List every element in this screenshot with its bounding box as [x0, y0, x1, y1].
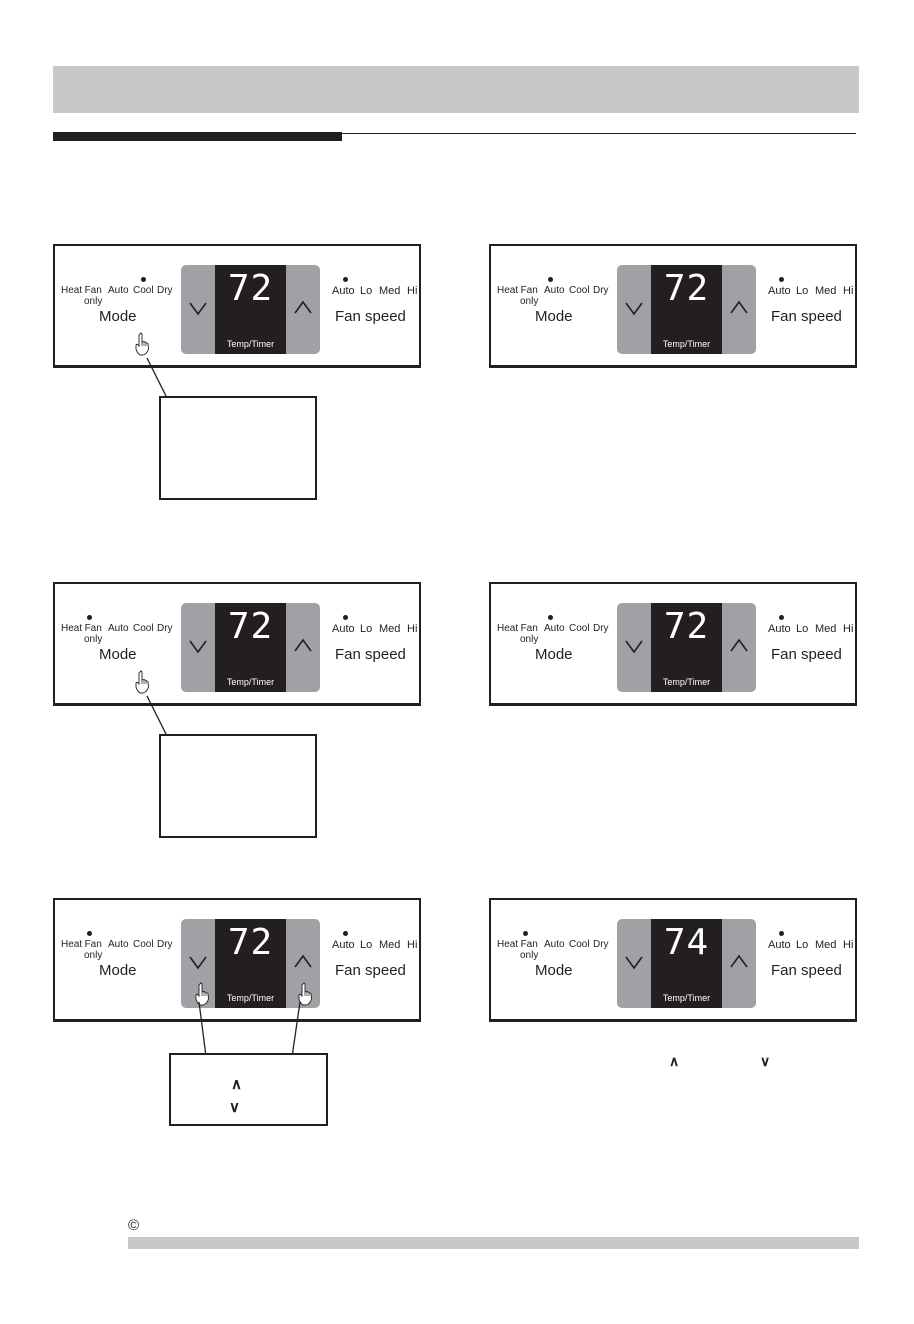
mode-cool-label: Cool — [569, 623, 590, 634]
mode-button[interactable]: Mode — [535, 308, 573, 325]
mode-dry-label: Dry — [593, 623, 609, 634]
fan-hi-label: Hi — [407, 939, 418, 951]
temp-timer-label: Temp/Timer — [662, 677, 711, 687]
temp-display — [651, 919, 722, 1008]
fan-lo-label: Lo — [796, 623, 809, 635]
mode-dry-label: Dry — [593, 285, 609, 296]
control-panel-1 — [53, 244, 421, 368]
fan-lo-label: Lo — [796, 939, 809, 951]
fan-lo-label: Lo — [360, 939, 373, 951]
callout-box-temp — [169, 1053, 328, 1126]
fan-auto-label: Auto — [768, 939, 791, 951]
callout-up-arrow-icon: ∧ — [231, 1076, 242, 1093]
mode-indicator-dot — [87, 615, 92, 620]
up-chevron-button[interactable] — [730, 953, 748, 971]
mode-heat-label: Heat — [61, 623, 83, 634]
fan-med-label: Med — [815, 623, 837, 635]
down-chevron-button[interactable] — [625, 299, 643, 317]
fan-indicator-dot — [343, 615, 348, 620]
mode-button[interactable]: Mode — [99, 962, 137, 979]
mode-cool-label: Cool — [133, 939, 154, 950]
fan-speed-button[interactable]: Fan speed — [335, 646, 406, 663]
mode-fan-only-label: Fan only — [520, 285, 539, 307]
temp-timer-control — [617, 919, 756, 1008]
mode-indicator-dot — [141, 277, 146, 282]
callout-down-arrow-icon: ∨ — [229, 1099, 240, 1116]
note-down-arrow-icon: ∨ — [760, 1053, 771, 1069]
temp-display — [215, 265, 286, 354]
mode-indicator-dot — [87, 931, 92, 936]
header-bar — [53, 66, 859, 113]
mode-auto-label: Auto — [544, 939, 565, 950]
mode-heat-label: Heat — [497, 623, 519, 634]
mode-cool-label: Cool — [133, 285, 154, 296]
temp-timer-label: Temp/Timer — [226, 677, 275, 687]
fan-indicator-dot — [779, 931, 784, 936]
temp-timer-control — [181, 265, 320, 354]
mode-auto-label: Auto — [108, 623, 129, 634]
temp-value: 72 — [227, 268, 274, 309]
mode-button[interactable]: Mode — [99, 646, 137, 663]
temp-display — [651, 603, 722, 692]
control-panel-2 — [489, 244, 857, 368]
fan-hi-label: Hi — [843, 285, 854, 297]
callout-box-mode-2 — [159, 734, 317, 838]
fan-med-label: Med — [379, 623, 401, 635]
mode-fan-only-label: Fan only — [520, 939, 539, 961]
temp-value: 74 — [663, 922, 710, 963]
fan-med-label: Med — [379, 285, 401, 297]
temp-timer-control — [181, 603, 320, 692]
mode-button[interactable]: Mode — [99, 308, 137, 325]
mode-heat-label: Heat — [497, 939, 519, 950]
fan-hi-label: Hi — [407, 285, 418, 297]
temp-timer-label: Temp/Timer — [662, 339, 711, 349]
mode-fan-only-label: Fan only — [520, 623, 539, 645]
mode-heat-label: Heat — [497, 285, 519, 296]
temp-value: 72 — [227, 922, 274, 963]
fan-indicator-dot — [343, 277, 348, 282]
fan-indicator-dot — [343, 931, 348, 936]
up-chevron-button[interactable] — [730, 637, 748, 655]
copyright-symbol: © — [128, 1217, 140, 1234]
fan-hi-label: Hi — [407, 623, 418, 635]
fan-lo-label: Lo — [796, 285, 809, 297]
control-panel-6 — [489, 898, 857, 1022]
fan-med-label: Med — [815, 939, 837, 951]
fan-lo-label: Lo — [360, 623, 373, 635]
fan-speed-button[interactable]: Fan speed — [771, 962, 842, 979]
down-chevron-button[interactable] — [189, 637, 207, 655]
temp-value: 72 — [663, 606, 710, 647]
mode-fan-only-label: Fan only — [84, 939, 103, 961]
temp-timer-label: Temp/Timer — [662, 993, 711, 1003]
fan-auto-label: Auto — [332, 939, 355, 951]
mode-indicator-dot — [523, 931, 528, 936]
temp-timer-label: Temp/Timer — [226, 993, 275, 1003]
fan-speed-button[interactable]: Fan speed — [771, 646, 842, 663]
temp-timer-label: Temp/Timer — [226, 339, 275, 349]
up-chevron-button[interactable] — [294, 953, 312, 971]
mode-dry-label: Dry — [157, 623, 173, 634]
mode-cool-label: Cool — [569, 939, 590, 950]
fan-hi-label: Hi — [843, 623, 854, 635]
temp-timer-control — [617, 603, 756, 692]
temp-display — [215, 603, 286, 692]
note-up-arrow-icon: ∧ — [669, 1053, 680, 1069]
fan-med-label: Med — [379, 939, 401, 951]
mode-dry-label: Dry — [593, 939, 609, 950]
temp-value: 72 — [227, 606, 274, 647]
mode-auto-label: Auto — [108, 939, 129, 950]
mode-fan-only-label: Fan only — [84, 623, 103, 645]
fan-hi-label: Hi — [843, 939, 854, 951]
mode-cool-label: Cool — [569, 285, 590, 296]
fan-indicator-dot — [779, 615, 784, 620]
mode-auto-label: Auto — [108, 285, 129, 296]
mode-dry-label: Dry — [157, 285, 173, 296]
pointing-hand-icon — [297, 982, 313, 1011]
mode-dry-label: Dry — [157, 939, 173, 950]
down-chevron-button[interactable] — [625, 953, 643, 971]
up-chevron-button[interactable] — [294, 637, 312, 655]
section-rule-thick — [53, 132, 342, 141]
fan-speed-button[interactable]: Fan speed — [335, 962, 406, 979]
mode-indicator-dot — [548, 615, 553, 620]
control-panel-5 — [53, 898, 421, 1022]
footer-bar — [128, 1237, 859, 1249]
temp-display — [651, 265, 722, 354]
temp-display — [215, 919, 286, 1008]
fan-indicator-dot — [779, 277, 784, 282]
up-chevron-button[interactable] — [294, 299, 312, 317]
mode-cool-label: Cool — [133, 623, 154, 634]
fan-auto-label: Auto — [332, 623, 355, 635]
fan-auto-label: Auto — [768, 623, 791, 635]
temp-timer-control — [617, 265, 756, 354]
fan-speed-button[interactable]: Fan speed — [771, 308, 842, 325]
mode-heat-label: Heat — [61, 285, 83, 296]
fan-lo-label: Lo — [360, 285, 373, 297]
mode-button[interactable]: Mode — [535, 962, 573, 979]
fan-med-label: Med — [815, 285, 837, 297]
down-chevron-button[interactable] — [189, 953, 207, 971]
down-chevron-button[interactable] — [625, 637, 643, 655]
temp-value: 72 — [663, 268, 710, 309]
control-panel-3 — [53, 582, 421, 706]
control-panel-4 — [489, 582, 857, 706]
fan-speed-button[interactable]: Fan speed — [335, 308, 406, 325]
pointing-hand-icon — [134, 670, 150, 699]
pointing-hand-icon — [134, 332, 150, 361]
section-rule-thin — [342, 133, 856, 134]
mode-auto-label: Auto — [544, 285, 565, 296]
fan-auto-label: Auto — [332, 285, 355, 297]
pointing-hand-icon — [194, 982, 210, 1011]
up-chevron-button[interactable] — [730, 299, 748, 317]
mode-heat-label: Heat — [61, 939, 83, 950]
mode-auto-label: Auto — [544, 623, 565, 634]
fan-auto-label: Auto — [768, 285, 791, 297]
mode-indicator-dot — [548, 277, 553, 282]
mode-button[interactable]: Mode — [535, 646, 573, 663]
down-chevron-button[interactable] — [189, 299, 207, 317]
callout-box-mode-1 — [159, 396, 317, 500]
mode-fan-only-label: Fan only — [84, 285, 103, 307]
